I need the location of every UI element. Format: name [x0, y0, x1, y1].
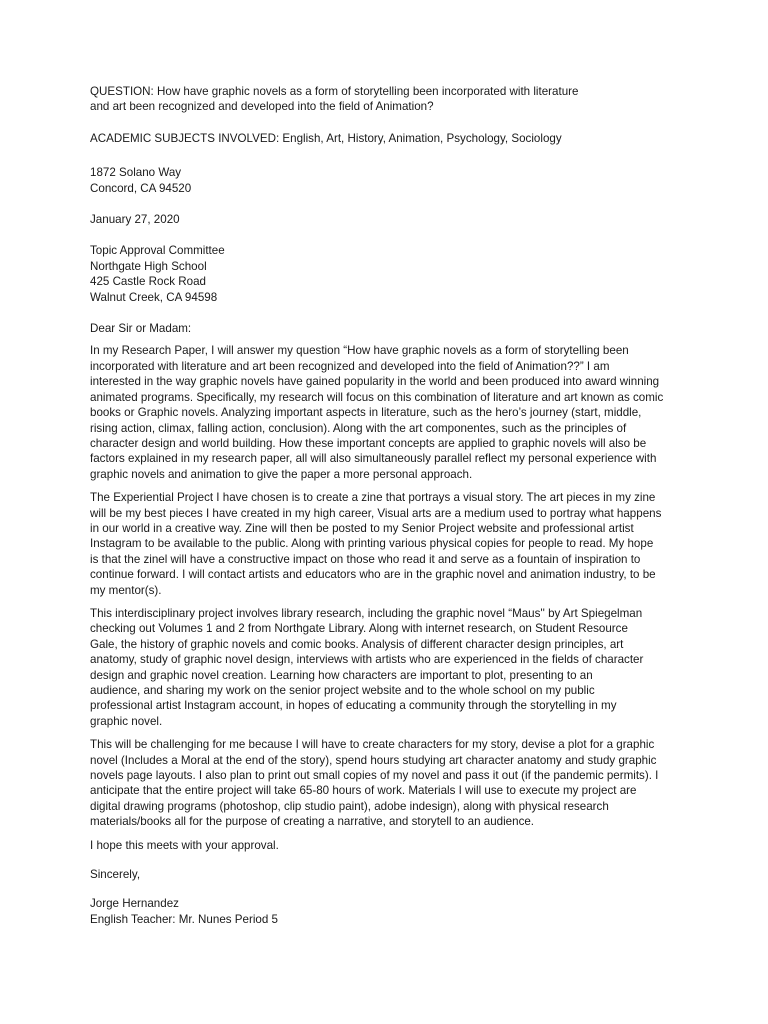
signoff-text: Sincerely, — [90, 868, 141, 882]
paragraph-line: anticipate that the entire project will take 65-80 hours of work. Materials I will use to execute my project are — [90, 784, 637, 798]
paragraph-line: In my Research Paper, I will answer my question “How have graphic novels as a form of storytelling been — [90, 344, 629, 358]
signature-name: Jorge Hernandez — [90, 897, 179, 911]
paragraph-line: This will be challenging for me because I will have to create characters for my story, devise a plot for a graphic — [90, 738, 655, 752]
paragraph-line: novels page layouts. I also plan to print out small copies of my novel and pass it out (if the pandemic permits). I — [90, 769, 659, 783]
paragraph-line: materials/books all for the purpose of creating a narrative, and storytell to an audience. — [90, 815, 535, 829]
paragraph-line: in our world in a creative way. Zine will then be posted to my Senior Project website and professional artist — [90, 521, 634, 535]
paragraph-line: This interdisciplinary project involves library research, including the graphic novel “Maus'' by Art Spiegelman — [90, 606, 643, 620]
paragraph-challenges — [90, 737, 728, 829]
paragraph-research-paper — [90, 343, 728, 482]
salutation-line: Dear Sir or Madam: — [90, 322, 192, 336]
closing-line — [90, 838, 728, 853]
signature-teacher: English Teacher: Mr. Nunes Period 5 — [90, 912, 278, 926]
paragraph-line: checking out Volumes 1 and 2 from Northgate Library. Along with internet research, on Student Resource — [90, 622, 628, 636]
paragraph-line: graphic novels and animation to give the paper a more personal approach. — [90, 467, 473, 481]
paragraph-line: novel (Includes a Moral at the end of the story), spend hours studying art character anatomy and study graphic — [90, 753, 657, 767]
paragraph-line: design and graphic novel creation. Learning how characters are important to plot, presenting to an — [90, 668, 593, 682]
paragraph-interdisciplinary — [90, 606, 728, 729]
paragraph-line: my mentor(s). — [90, 583, 162, 597]
paragraph-line: is that the zinel will have a constructive impact on those who read it and serve as a fountain of inspiration to — [90, 552, 641, 566]
letter-date — [90, 212, 728, 227]
address-line: Topic Approval Committee — [90, 244, 225, 258]
address-line: 425 Castle Rock Road — [90, 275, 206, 289]
salutation — [90, 321, 728, 336]
address-line: Northgate High School — [90, 259, 207, 273]
paragraph-line: interested in the way graphic novels have gained popularity in the world and been produced into award winning — [90, 375, 660, 389]
paragraph-line: books or Graphic novels. Analyzing important aspects in literature, such as the hero’s journey (start, middle, — [90, 406, 642, 420]
sender-address — [90, 165, 728, 196]
paragraph-line: professional artist Instagram account, in hopes of educating a community through the storytelling in my — [90, 699, 617, 713]
paragraph-line: anatomy, study of graphic novel design, interviews with artists who are experienced in the fields of character — [90, 653, 644, 667]
recipient-address — [90, 243, 728, 305]
paragraph-line: character design and world building. How these important concepts are applied to graphic novels will also be — [90, 436, 647, 450]
paragraph-line: Gale, the history of graphic novels and comic books. Analysis of different character design principles, art — [90, 637, 624, 651]
academic-subjects — [90, 131, 728, 146]
paragraph-line: will be my best pieces I have created in my high career, Visual arts are a medium used to portray what happens — [90, 506, 662, 520]
address-line: Concord, CA 94520 — [90, 181, 192, 195]
question-line: and art been recognized and developed into the field of Animation? — [90, 100, 434, 114]
question-line: QUESTION: How have graphic novels as a form of storytelling been incorporated with literature — [90, 85, 579, 98]
paragraph-line: The Experiential Project I have chosen is to create a zine that portrays a visual story. The art pieces in my zine — [90, 491, 656, 505]
paragraph-line: incorporated with literature and art been recognized and developed into the field of Animation??” I am — [90, 359, 610, 373]
paragraph-line: audience, and sharing my work on the senior project website and to the whole school on my public — [90, 684, 595, 697]
paragraph-line: Instagram to be available to the public. Along with printing various physical copies for people to read. My hope — [90, 537, 654, 551]
subjects-line: ACADEMIC SUBJECTS INVOLVED: English, Art, History, Animation, Psychology, Sociology — [90, 131, 562, 145]
paragraph-line: animated programs. Specifically, my research will focus on this combination of literature and art known as comic — [90, 390, 664, 404]
paragraph-line: graphic novel. — [90, 714, 163, 728]
address-line: 1872 Solano Way — [90, 166, 182, 180]
date-line: January 27, 2020 — [90, 213, 180, 227]
paragraph-line: rising action, climax, falling action, conclusion). Along with the art componentes, such as the principles of — [90, 421, 627, 435]
paragraph-experiential-project — [90, 490, 728, 598]
signoff — [90, 867, 728, 882]
address-line: Walnut Creek, CA 94598 — [90, 290, 218, 304]
paragraph-line: factors explained in my research paper, all will also simultaneously parallel reflect my personal experience with — [90, 452, 657, 466]
closing-text: I hope this meets with your approval. — [90, 838, 279, 852]
research-question — [90, 84, 728, 115]
paragraph-line: digital drawing programs (photoshop, clip studio paint), adobe indesign), along with physical research — [90, 799, 609, 813]
paragraph-line: continue forward. I will contact artists and educators who are in the graphic novel and animation industry, to be — [90, 568, 656, 582]
signature-block — [90, 896, 728, 927]
